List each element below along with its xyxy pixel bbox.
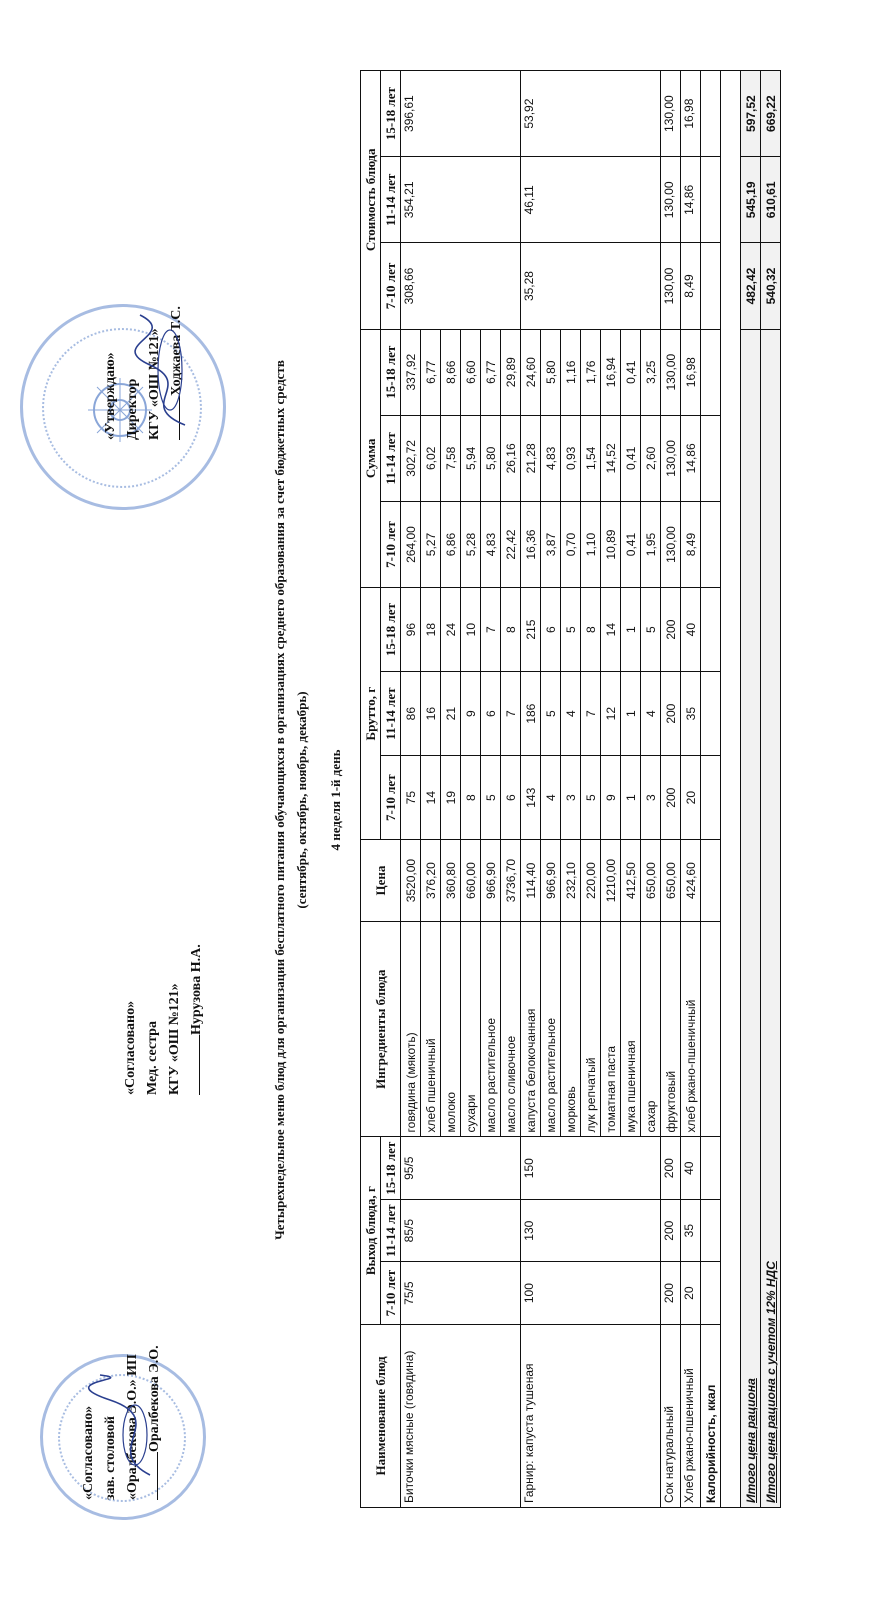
ingredient-price: 966,90 [541, 840, 561, 922]
ingredient-sum: 5,27 [421, 501, 441, 587]
ingredient-sum: 6,86 [441, 501, 461, 587]
ingredient-name: масло сливочное [501, 922, 521, 1137]
header-sum: Сумма [361, 329, 381, 588]
ingredient-brutto: 7 [501, 672, 521, 756]
menu-table [360, 70, 781, 1508]
ingredient-sum: 0,41 [621, 415, 641, 501]
ingredient-sum: 0,41 [621, 501, 641, 587]
ingredient-sum: 1,76 [581, 329, 601, 415]
ingredient-sum: 16,98 [681, 329, 701, 415]
approval-middle-org: КГУ «ОШ №121» [167, 983, 182, 1095]
ingredient-price: 3520,00 [401, 840, 421, 922]
table-row [521, 71, 541, 1508]
dish-cost: 8,49 [681, 243, 701, 329]
ingredient-price: 650,00 [641, 840, 661, 922]
ingredient-brutto: 143 [521, 756, 541, 840]
header-ingredients: Ингредиенты блюда [361, 922, 401, 1137]
header-age: 11-14 лет [381, 672, 401, 756]
header-age: 15-18 лет [381, 588, 401, 672]
table-row [681, 71, 701, 1508]
ingredient-sum: 4,83 [481, 501, 501, 587]
ingredient-sum: 0,93 [561, 415, 581, 501]
ingredient-brutto: 24 [441, 588, 461, 672]
ingredient-sum: 3,87 [541, 501, 561, 587]
ingredient-sum: 1,10 [581, 501, 601, 587]
ingredient-brutto: 1 [621, 672, 641, 756]
ingredient-sum: 5,94 [461, 415, 481, 501]
ingredient-sum: 14,52 [601, 415, 621, 501]
ingredient-sum: 3,25 [641, 329, 661, 415]
ingredient-brutto: 5 [481, 756, 501, 840]
ingredient-sum: 6,02 [421, 415, 441, 501]
header-yield: Выход блюда, г [361, 1137, 381, 1324]
header-age: 7-10 лет [381, 756, 401, 840]
approval-right-name: Ходжаева Т.С. [169, 306, 184, 396]
ingredient-sum: 1,95 [641, 501, 661, 587]
ingredient-brutto: 5 [581, 756, 601, 840]
dish-cost: 354,21 [401, 157, 521, 243]
ingredient-brutto: 6 [481, 672, 501, 756]
ingredient-sum: 337,92 [401, 329, 421, 415]
ingredient-name: масло растительное [541, 922, 561, 1137]
approval-right-title: «Утверждаю» [103, 352, 118, 440]
ingredient-name: лук репчатый [581, 922, 601, 1137]
calories-label: Калорийность, ккал [701, 1324, 721, 1507]
ingredient-sum: 0,41 [621, 329, 641, 415]
ingredient-sum: 302,72 [401, 415, 421, 501]
dish-cost: 14,86 [681, 157, 701, 243]
ingredient-sum: 29,89 [501, 329, 521, 415]
ingredient-brutto: 3 [641, 756, 661, 840]
ingredient-brutto: 14 [601, 588, 621, 672]
ingredient-brutto: 12 [601, 672, 621, 756]
ingredient-brutto: 96 [401, 588, 421, 672]
ingredient-sum: 130,00 [661, 501, 681, 587]
dish-yield: 130 [521, 1199, 661, 1261]
header-age: 11-14 лет [381, 1199, 401, 1261]
ingredient-sum: 5,80 [541, 329, 561, 415]
ingredient-brutto: 3 [561, 756, 581, 840]
approval-left-name: Оралбекова Э.О. [147, 1345, 162, 1452]
ingredient-sum: 21,28 [521, 415, 541, 501]
dish-yield: 40 [681, 1137, 701, 1199]
ingredient-brutto: 19 [441, 756, 461, 840]
ingredient-brutto: 21 [441, 672, 461, 756]
total-vat-value: 540,32 [761, 243, 781, 329]
ingredient-brutto: 200 [661, 756, 681, 840]
ingredient-sum: 1,16 [561, 329, 581, 415]
ingredient-sum: 130,00 [661, 329, 681, 415]
ingredient-brutto: 5 [561, 588, 581, 672]
ingredient-sum: 14,86 [681, 415, 701, 501]
ingredient-price: 966,90 [481, 840, 501, 922]
dish-cost: 130,00 [661, 71, 681, 157]
ingredient-brutto: 8 [461, 756, 481, 840]
ingredient-brutto: 8 [581, 588, 601, 672]
approval-right-role: Директор [125, 378, 140, 440]
dish-cost: 16,98 [681, 71, 701, 157]
ingredient-brutto: 7 [581, 672, 601, 756]
ingredient-brutto: 1 [621, 588, 641, 672]
ingredient-brutto: 215 [521, 588, 541, 672]
dish-yield: 35 [681, 1199, 701, 1261]
ingredient-price: 660,00 [461, 840, 481, 922]
total-vat-row [761, 71, 781, 1508]
ingredient-brutto: 86 [401, 672, 421, 756]
approval-middle [120, 944, 208, 1095]
ingredient-brutto: 6 [501, 756, 521, 840]
dish-yield: 95/5 [401, 1137, 521, 1199]
ingredient-price: 424,60 [681, 840, 701, 922]
signature-left-icon [80, 1370, 170, 1480]
ingredient-price: 232,10 [561, 840, 581, 922]
ingredient-brutto: 4 [641, 672, 661, 756]
header-age: 7-10 лет [381, 243, 401, 329]
ingredient-sum: 8,66 [441, 329, 461, 415]
ingredient-brutto: 1 [621, 756, 641, 840]
header-cost: Стоимость блюда [361, 71, 381, 330]
ingredient-brutto: 9 [461, 672, 481, 756]
total-value: 482,42 [741, 243, 761, 329]
ingredient-price: 3736,70 [501, 840, 521, 922]
ingredient-sum: 16,94 [601, 329, 621, 415]
ingredient-name: молоко [441, 922, 461, 1137]
ingredient-name: фруктовый [661, 922, 681, 1137]
ingredient-sum: 1,54 [581, 415, 601, 501]
dish-yield: 85/5 [401, 1199, 521, 1261]
ingredient-brutto: 186 [521, 672, 541, 756]
dish-cost: 35,28 [521, 243, 661, 329]
dish-yield: 75/5 [401, 1262, 521, 1324]
dish-cost: 130,00 [661, 157, 681, 243]
ingredient-price: 360,80 [441, 840, 461, 922]
total-vat-value: 669,22 [761, 71, 781, 157]
ingredient-sum: 264,00 [401, 501, 421, 587]
header-age: 15-18 лет [381, 1137, 401, 1199]
ingredient-sum: 16,36 [521, 501, 541, 587]
ingredient-price: 650,00 [661, 840, 681, 922]
ingredient-brutto: 9 [601, 756, 621, 840]
header-dish: Наименование блюд [361, 1324, 401, 1507]
approval-middle-name: Нурузова Н.А. [189, 944, 204, 1035]
ingredient-brutto: 200 [661, 588, 681, 672]
ingredient-brutto: 75 [401, 756, 421, 840]
ingredient-sum: 26,16 [501, 415, 521, 501]
ingredient-name: морковь [561, 922, 581, 1137]
ingredient-sum: 6,77 [481, 329, 501, 415]
approval-left-title: «Согласовано» [81, 1405, 96, 1500]
dish-name: Хлеб ржано-пшеничный [681, 1324, 701, 1507]
dish-cost: 308,66 [401, 243, 521, 329]
ingredient-name: сухари [461, 922, 481, 1137]
ingredient-brutto: 14 [421, 756, 441, 840]
ingredient-name: томатная паста [601, 922, 621, 1137]
approval-left-org: «Оралбекова Э.О.» ИП [125, 1354, 140, 1500]
dish-yield: 200 [661, 1199, 681, 1261]
approval-right-org: КГУ «ОШ №121» [147, 328, 162, 440]
document-subtitle: (сентябрь, октябрь, ноябрь, декабрь) [294, 691, 309, 909]
ingredient-price: 412,50 [621, 840, 641, 922]
ingredient-name: хлеб пшеничный [421, 922, 441, 1137]
dish-name: Гарнир: капуста тушеная [521, 1324, 661, 1507]
dish-cost: 46,11 [521, 157, 661, 243]
dish-cost: 130,00 [661, 243, 681, 329]
ingredient-name: масло растительное [481, 922, 501, 1137]
ingredient-sum: 5,80 [481, 415, 501, 501]
ingredient-brutto: 200 [661, 672, 681, 756]
dish-cost: 53,92 [521, 71, 661, 157]
ingredient-brutto: 7 [481, 588, 501, 672]
ingredient-sum: 22,42 [501, 501, 521, 587]
total-label: Итого цена рациона [741, 329, 761, 1507]
signature-line [199, 1035, 200, 1095]
header-age: 11-14 лет [381, 415, 401, 501]
ingredient-brutto: 8 [501, 588, 521, 672]
ingredient-sum: 7,58 [441, 415, 461, 501]
ingredient-brutto: 10 [461, 588, 481, 672]
header-price: Цена [361, 840, 401, 922]
dish-yield: 200 [661, 1262, 681, 1324]
week-day-label: 4 неделя 1-й день [328, 749, 343, 851]
ingredient-sum: 6,77 [421, 329, 441, 415]
dish-name: Биточки мясные (говядина) [401, 1324, 521, 1507]
total-vat-label: Итого цена рациона с учетом 12% НДС [761, 329, 781, 1507]
ingredient-price: 376,20 [421, 840, 441, 922]
total-vat-value: 610,61 [761, 157, 781, 243]
ingredient-brutto: 4 [561, 672, 581, 756]
dish-yield: 200 [661, 1137, 681, 1199]
ingredient-price: 114,40 [521, 840, 541, 922]
dish-yield: 150 [521, 1137, 661, 1199]
dish-yield: 20 [681, 1262, 701, 1324]
ingredient-brutto: 35 [681, 672, 701, 756]
total-value: 545,19 [741, 157, 761, 243]
header-age: 15-18 лет [381, 329, 401, 415]
ingredient-name: мука пшеничная [621, 922, 641, 1137]
ingredient-brutto: 5 [641, 588, 661, 672]
ingredient-name: хлеб ржано-пшеничный [681, 922, 701, 1137]
ingredient-sum: 10,89 [601, 501, 621, 587]
dish-yield: 100 [521, 1262, 661, 1324]
ingredient-sum: 0,70 [561, 501, 581, 587]
header-age: 7-10 лет [381, 501, 401, 587]
ingredient-sum: 2,60 [641, 415, 661, 501]
header-age: 7-10 лет [381, 1262, 401, 1324]
ingredient-sum: 24,60 [521, 329, 541, 415]
ingredient-price: 1210,00 [601, 840, 621, 922]
header-brutto: Брутто, г [361, 588, 381, 840]
ingredient-name: сахар [641, 922, 661, 1137]
dish-cost: 396,61 [401, 71, 521, 157]
total-value: 597,52 [741, 71, 761, 157]
approval-middle-title: «Согласовано» [123, 1000, 138, 1095]
signature-right-icon [130, 310, 200, 430]
ingredient-brutto: 40 [681, 588, 701, 672]
ingredient-brutto: 18 [421, 588, 441, 672]
ingredient-brutto: 16 [421, 672, 441, 756]
ingredient-sum: 8,49 [681, 501, 701, 587]
total-row [741, 71, 761, 1508]
document-title: Четырехнедельное меню блюд для организации бесплатного питания обучающихся в организациях среднего образования за счет бюджетных средств [272, 360, 287, 1240]
ingredient-sum: 4,83 [541, 415, 561, 501]
ingredient-brutto: 4 [541, 756, 561, 840]
ingredient-sum: 130,00 [661, 415, 681, 501]
calories-row [701, 71, 721, 1508]
ingredient-price: 220,00 [581, 840, 601, 922]
header-age: 15-18 лет [381, 71, 401, 157]
ingredient-brutto: 5 [541, 672, 561, 756]
approval-middle-role: Мед. сестра [145, 1021, 160, 1095]
table-row [401, 71, 421, 1508]
ingredient-brutto: 20 [681, 756, 701, 840]
ingredient-sum: 5,28 [461, 501, 481, 587]
dish-name: Сок натуральный [661, 1324, 681, 1507]
ingredient-name: капуста белокочанная [521, 922, 541, 1137]
table-row [661, 71, 681, 1508]
ingredient-brutto: 6 [541, 588, 561, 672]
header-age: 11-14 лет [381, 157, 401, 243]
ingredient-sum: 6,60 [461, 329, 481, 415]
ingredient-name: говядина (мякоть) [401, 922, 421, 1137]
approval-left-role: зав. столовой [103, 1416, 118, 1500]
